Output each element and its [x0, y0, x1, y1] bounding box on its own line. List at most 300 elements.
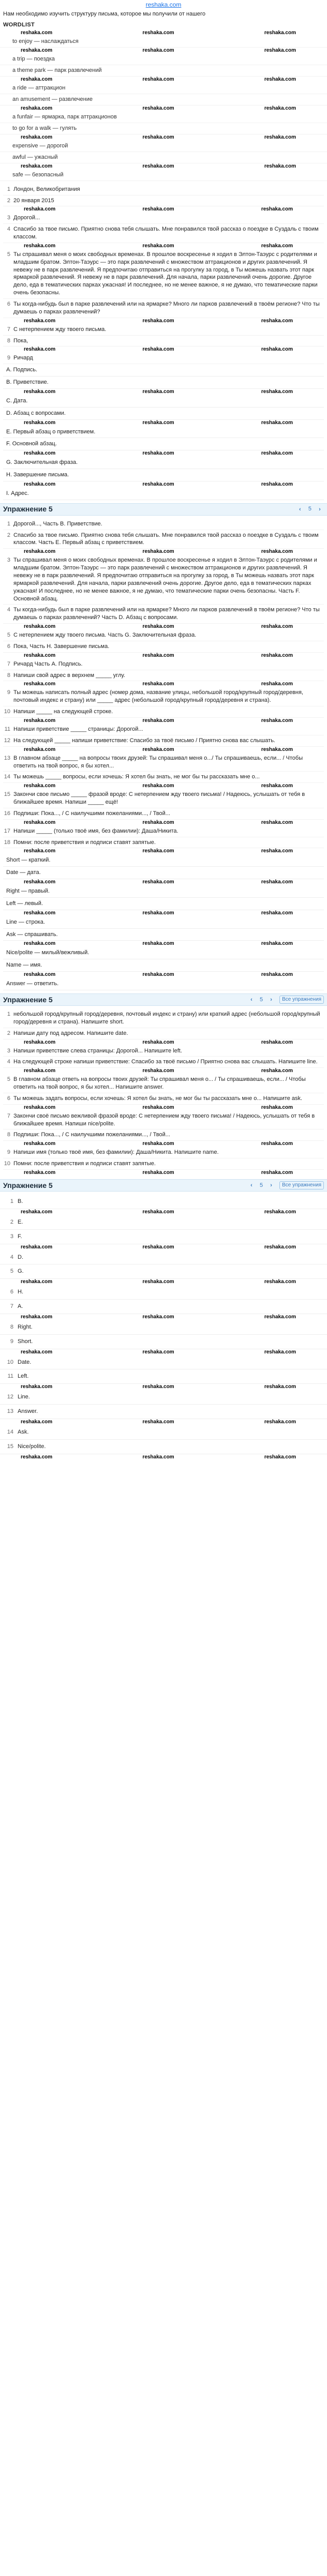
watermark: reshaka.com — [261, 318, 293, 324]
answer-item — [3, 641, 324, 653]
item-number: 3 — [7, 215, 10, 221]
item-number: 12 — [7, 1394, 13, 1400]
item-number: 4 — [10, 1254, 13, 1260]
watermark: reshaka.com — [142, 29, 174, 36]
answer-item-text: Закончи своё письмо вежливой фразой вроде: С нетерпением жду твоего письма! / Надеюсь, услышать от тебя в ближайшее время. Напиши nice/polite. — [13, 1112, 315, 1127]
answer-item — [0, 1264, 327, 1279]
letter-item — [3, 195, 324, 207]
answer-item-text: Right. — [18, 1323, 33, 1330]
item-number: 8 — [7, 1132, 10, 1138]
watermark: reshaka.com — [24, 910, 56, 916]
watermark: reshaka.com — [142, 1384, 174, 1390]
answer-item-text: F. — [18, 1233, 22, 1240]
letter-item-text: 20 января 2015 — [13, 197, 54, 204]
item-number: 5 — [7, 632, 10, 639]
answer-item — [3, 753, 324, 772]
answer-item — [0, 1355, 327, 1370]
watermark: reshaka.com — [261, 819, 293, 825]
watermark: reshaka.com — [142, 1104, 174, 1110]
item-number: 7 — [7, 1112, 10, 1119]
prev-exercise-button[interactable]: ‹ — [299, 506, 301, 513]
exercise-nav — [247, 996, 324, 1004]
item-number: 3 — [7, 557, 10, 564]
wordlist-item: a ride — аттракцион — [0, 83, 327, 94]
watermark: reshaka.com — [142, 1419, 174, 1425]
watermark-row — [3, 848, 324, 854]
answers-list-3 — [0, 1195, 327, 1460]
letter-part: F. Основной абзац. — [3, 438, 324, 450]
watermark: reshaka.com — [261, 347, 293, 353]
watermark: reshaka.com — [142, 163, 174, 169]
letter-item-text: Ты спрашивал меня о моих свободных временах. В прошлое воскресенье я ходил в Элтон-Таэурс с родителями и младшим братом. Элтон-Таэурс — это парк развлечений с множеством аттракционов и других развлечений. Я невежу не в парк развлечений. Я предпочитаю отправиться на прогулку за город, в Ты можешь назвать этот парк ярмаркой развлечений. Я невежу не в парк развлечений. Для начала, парки развлечений очень дорогие. Другое дело, еда в тематических парках ужасная! И последнее, но не менее важное, я не думаю, что тематические парки очень безопасны. — [13, 251, 318, 296]
watermark: reshaka.com — [142, 1454, 174, 1460]
letter-part: C. Дата. — [3, 395, 324, 408]
matching-item: Ask — спрашивать. — [3, 929, 324, 941]
watermark: reshaka.com — [21, 29, 53, 36]
watermark: reshaka.com — [24, 388, 56, 395]
answer-item-text: На следующей _____ напиши приветствие: Спасибо за твоё письмо / Приятно снова вас слышать. — [13, 737, 275, 744]
letter-part: E. Первый абзац о приветствием. — [3, 426, 324, 439]
answer-item-text: Line. — [18, 1394, 30, 1400]
answer-item — [3, 1074, 324, 1093]
wordlist-item: expensive — дорогой — [0, 141, 327, 152]
answer-item-text: Date. — [18, 1359, 32, 1365]
watermark: reshaka.com — [142, 624, 174, 630]
item-number: 5 — [10, 1268, 13, 1275]
watermark: reshaka.com — [24, 419, 56, 426]
matching-item: Answer — ответить. — [3, 978, 324, 990]
watermark: reshaka.com — [24, 318, 56, 324]
watermark: reshaka.com — [142, 1039, 174, 1045]
answer-item — [3, 1046, 324, 1057]
exercise-header — [0, 1179, 327, 1192]
answer-item — [3, 1057, 324, 1068]
exercise-header — [0, 503, 327, 516]
wordlist-item: safe — безопасный — [0, 170, 327, 181]
wordlist-title: WORDLIST — [3, 21, 35, 28]
wordlist-item: a funfair — ярмарка, парк аттракционов — [0, 112, 327, 123]
answer-item — [3, 724, 324, 735]
item-number: 7 — [7, 660, 10, 667]
answer-item — [3, 630, 324, 641]
item-number: 14 — [7, 1428, 13, 1435]
watermark-row — [3, 972, 324, 978]
answer-item-text: В главном абзаце _____ на вопросы твоих друзей: Ты спрашивал меня о.../ Ты спрашиваешь, если... / Чтобы ответить на твой вопрос, я бы хотел... — [13, 755, 303, 769]
watermark-row — [0, 30, 327, 36]
answer-item-text: Спасибо за твое письмо. Приятно снова тебя слышать. Мне понравился твой рассказ о поездке в Суздаль с твоим классом. Часть E. Первый абзац с приветствием. — [13, 532, 319, 546]
exercise-number: 5 — [260, 1182, 263, 1188]
watermark-row — [3, 243, 324, 249]
watermark: reshaka.com — [261, 549, 293, 555]
matching-item: Nice/polite — милый/вежливый. — [3, 947, 324, 959]
answer-item-text: Ты спрашивал меня о моих свободных временах. В прошлое воскресенье я ходил в Элтон-Таэурс с родителями и младшим братом. Элтон-Таэурс — это парк развлечений с множеством аттракционов и других развлечений. Я невежу не в парк развлечений. Я предпочитаю отправиться на прогулку за город, в Ты можешь назвать этот парк ярмаркой развлечений. Для начала, парки развлечений очень дорогие. Другое дело, еда в тематических парках ужасная! И последнее, но не менее важное, я не думаю, что тематические парки очень безопасны. Часть F. Основной абзац. — [13, 557, 317, 602]
answer-item-text: Ask. — [18, 1428, 29, 1435]
wordlist-item: to go for a walk — гулять — [0, 123, 327, 134]
watermark: reshaka.com — [21, 105, 53, 111]
item-number: 14 — [4, 774, 10, 780]
next-exercise-button[interactable]: › — [270, 997, 272, 1003]
item-number: 2 — [7, 1030, 10, 1036]
all-exercises-button[interactable]: Все упражнения — [279, 1181, 324, 1189]
item-number: 18 — [4, 839, 10, 846]
exercise-title: Упражнение 5 — [3, 1181, 53, 1189]
exercise-number: 5 — [260, 996, 263, 1003]
matching-item: Name — имя. — [3, 959, 324, 972]
answer-item — [3, 605, 324, 624]
item-number: 4 — [7, 226, 10, 233]
watermark: reshaka.com — [261, 746, 293, 752]
watermark: reshaka.com — [261, 1141, 293, 1147]
answer-item-text: Short. — [18, 1338, 33, 1345]
watermark-row — [3, 747, 324, 753]
watermark: reshaka.com — [21, 1419, 53, 1425]
exercise-title: Упражнение 5 — [3, 995, 53, 1004]
answer-item-text: H. — [18, 1289, 23, 1295]
matching-item: Left — левый. — [3, 898, 324, 910]
answer-item — [3, 1028, 324, 1040]
wordlist-item: a trip — поездка — [0, 54, 327, 65]
answer-item — [3, 789, 324, 808]
watermark: reshaka.com — [24, 481, 56, 487]
watermark: reshaka.com — [142, 347, 174, 353]
letter-item — [3, 324, 324, 336]
answer-item — [0, 1195, 327, 1209]
watermark: reshaka.com — [261, 1169, 293, 1176]
item-number: 15 — [4, 791, 10, 798]
letter-item — [3, 184, 324, 195]
watermark: reshaka.com — [24, 941, 56, 947]
item-number: 6 — [10, 1289, 13, 1295]
watermark: reshaka.com — [142, 1314, 174, 1320]
letter-item-text: Ты когда-нибудь был в парке развлечений или на ярмарке? Много ли парков развлечений в твоём регионе? Что ты думаешь о парках развлечений? — [13, 300, 320, 315]
answer-item — [3, 687, 324, 706]
item-number: 2 — [10, 1218, 13, 1225]
answer-item-text: Помни: после приветствия и подписи ставят запятые. — [13, 839, 156, 846]
parts-list — [0, 364, 327, 500]
letter-part: I. Адрес. — [3, 488, 324, 500]
answer-item-text: Ты можешь написать полный адрес (номер дома, название улицы, небольшой город/крупный город/деревня, почтовый индекс и страну) или _____ адрес (небольшой город/крупный город/деревня и страна). — [13, 689, 304, 704]
answer-item-text: Напиши _____ (только твоё имя, без фамилии): Даша/Никита. — [13, 827, 179, 834]
answer-item — [0, 1390, 327, 1405]
exercise-header — [0, 993, 327, 1006]
watermark: reshaka.com — [142, 419, 174, 426]
watermark: reshaka.com — [21, 1244, 53, 1250]
answer-item-text: На следующей строке напиши приветствие: Спасибо за твоё письмо / Приятно снова вас слышать. Напишите line. — [13, 1059, 318, 1065]
matching-item: Right — правый. — [3, 885, 324, 898]
answer-item — [3, 826, 324, 837]
watermark: reshaka.com — [24, 681, 56, 687]
watermark: reshaka.com — [142, 717, 174, 724]
item-number: 8 — [7, 672, 10, 679]
watermark: reshaka.com — [264, 134, 296, 140]
exercise-title: Упражнение 5 — [3, 505, 53, 514]
watermark: reshaka.com — [142, 746, 174, 752]
watermark: reshaka.com — [21, 76, 53, 82]
letter-part: B. Приветствие. — [3, 376, 324, 389]
watermark-row — [3, 1068, 324, 1074]
answer-item — [3, 772, 324, 783]
answer-item — [0, 1300, 327, 1314]
letter-item — [3, 213, 324, 224]
watermark: reshaka.com — [261, 717, 293, 724]
answer-item-text: Пока, Часть H. Завершение письма. — [13, 643, 110, 650]
watermark: reshaka.com — [261, 910, 293, 916]
letter-part: D. Абзац с вопросами. — [3, 408, 324, 420]
watermark: reshaka.com — [264, 29, 296, 36]
item-number: 6 — [7, 643, 10, 650]
item-number: 15 — [7, 1443, 13, 1450]
prev-exercise-button[interactable]: ‹ — [250, 1182, 252, 1188]
watermark: reshaka.com — [142, 783, 174, 789]
letter-item — [3, 336, 324, 347]
watermark-row — [3, 624, 324, 630]
all-exercises-button[interactable]: Все упражнения — [279, 996, 324, 1004]
answer-item — [3, 735, 324, 747]
wordlist-item: awful — ужасный — [0, 152, 327, 163]
watermark: reshaka.com — [142, 76, 174, 82]
watermark: reshaka.com — [142, 1169, 174, 1176]
watermark: reshaka.com — [142, 1141, 174, 1147]
watermark: reshaka.com — [24, 717, 56, 724]
answer-item-text: Напиши приветствие слева страницы: Дорогой... Напишите left. — [13, 1047, 182, 1054]
watermark: reshaka.com — [261, 206, 293, 213]
watermark: reshaka.com — [261, 681, 293, 687]
watermark-row — [3, 206, 324, 213]
answer-item — [3, 706, 324, 718]
watermark: reshaka.com — [142, 481, 174, 487]
next-exercise-button[interactable]: › — [270, 1182, 272, 1188]
answer-item — [3, 555, 324, 605]
watermark-row — [0, 1244, 327, 1251]
answer-item-text: Ты можешь _____ вопросы, если хочешь: Я хотел бы знать, не мог бы ты рассказать мне о... — [13, 774, 260, 780]
watermark-row — [3, 718, 324, 724]
item-number: 3 — [7, 1047, 10, 1054]
item-number: 1 — [7, 1011, 10, 1017]
site-url-link[interactable]: reshaka.com — [145, 1, 182, 8]
answer-item — [3, 1158, 324, 1170]
answer-item-text: Напиши приветствие _____ страницы: Дорогой... — [13, 726, 143, 732]
letter-item — [3, 353, 324, 364]
watermark: reshaka.com — [264, 1349, 296, 1355]
letter-item-text: Спасибо за твое письмо. Приятно снова тебя слышать. Мне понравился твой рассказ о поездке в Суздаль с твоим классом. — [13, 226, 319, 240]
watermark: reshaka.com — [24, 1169, 56, 1176]
watermark: reshaka.com — [21, 134, 53, 140]
item-number: 9 — [7, 689, 10, 696]
watermark-row — [3, 1105, 324, 1111]
answer-item-text: A. — [18, 1303, 23, 1310]
watermark: reshaka.com — [261, 783, 293, 789]
letter-item-text: Пока, — [13, 337, 28, 344]
watermark: reshaka.com — [142, 134, 174, 140]
watermark: reshaka.com — [24, 972, 56, 978]
item-number: 11 — [4, 726, 10, 732]
prev-exercise-button[interactable]: ‹ — [250, 997, 252, 1003]
watermark: reshaka.com — [261, 243, 293, 249]
watermark: reshaka.com — [24, 1039, 56, 1045]
watermark: reshaka.com — [261, 879, 293, 885]
watermark: reshaka.com — [142, 848, 174, 854]
watermark: reshaka.com — [142, 1209, 174, 1215]
watermark: reshaka.com — [142, 47, 174, 53]
item-number: 1 — [7, 520, 10, 527]
answer-item — [0, 1369, 327, 1384]
watermark: reshaka.com — [142, 941, 174, 947]
watermark: reshaka.com — [21, 1209, 53, 1215]
watermark-row — [3, 1141, 324, 1147]
watermark-row — [0, 1349, 327, 1355]
answer-item-text: B. — [18, 1198, 23, 1204]
item-number: 10 — [7, 1359, 13, 1365]
letter-part: A. Подпись. — [3, 364, 324, 376]
answer-item-text: Подпиши: Пока..., / С наилучшими пожеланиями..., / Твой... — [13, 810, 170, 817]
watermark-row — [3, 549, 324, 555]
watermark: reshaka.com — [142, 388, 174, 395]
answer-item — [0, 1320, 327, 1335]
item-number: 10 — [4, 709, 10, 715]
wordlist — [0, 36, 327, 181]
wordlist-item: a theme park — парк развлечений — [0, 65, 327, 77]
watermark: reshaka.com — [261, 450, 293, 457]
watermark: reshaka.com — [142, 1068, 174, 1074]
answer-item-text: С нетерпением жду твоего письма. Часть G. Заключительная фраза. — [13, 632, 197, 639]
item-number: 13 — [4, 755, 10, 761]
watermark: reshaka.com — [261, 419, 293, 426]
next-exercise-button[interactable]: › — [319, 506, 321, 513]
answer-item-text: D. — [18, 1254, 23, 1260]
answer-item-text: Напиши свой адрес в верхнем _____ углу. — [13, 672, 125, 679]
watermark: reshaka.com — [264, 1384, 296, 1390]
watermark: reshaka.com — [261, 624, 293, 630]
item-number: 9 — [7, 355, 10, 361]
item-number: 4 — [7, 1059, 10, 1065]
watermark: reshaka.com — [142, 450, 174, 457]
watermark-row — [0, 1419, 327, 1425]
item-number: 1 — [10, 1198, 13, 1204]
answer-item-text: Напиши дату под адресом. Напишите date. — [13, 1030, 128, 1036]
letter-item-text: Ричард — [13, 355, 33, 361]
item-number: 9 — [7, 1149, 10, 1156]
watermark-row — [3, 653, 324, 659]
watermark: reshaka.com — [142, 243, 174, 249]
exercise-number: 5 — [308, 506, 311, 513]
item-number: 5 — [7, 1076, 10, 1083]
answer-item-text: Напиши _____ на следующей строке. — [13, 709, 113, 715]
watermark-row — [3, 450, 324, 457]
watermark: reshaka.com — [264, 1454, 296, 1460]
watermark: reshaka.com — [142, 549, 174, 555]
item-number: 2 — [7, 197, 10, 204]
watermark-row — [0, 1384, 327, 1390]
watermark: reshaka.com — [24, 652, 56, 658]
watermark-row — [0, 106, 327, 112]
letter-item-text: С нетерпением жду твоего письма. — [13, 326, 107, 333]
watermark: reshaka.com — [24, 1068, 56, 1074]
answer-item — [3, 1129, 324, 1141]
watermark: reshaka.com — [264, 76, 296, 82]
watermark: reshaka.com — [261, 1104, 293, 1110]
item-number: 8 — [7, 337, 10, 344]
watermark: reshaka.com — [142, 1244, 174, 1250]
watermark: reshaka.com — [24, 783, 56, 789]
answer-item — [3, 519, 324, 530]
watermark: reshaka.com — [21, 1314, 53, 1320]
watermark-row — [3, 481, 324, 488]
watermark-row — [0, 1279, 327, 1285]
watermark-row — [3, 820, 324, 826]
item-number: 16 — [4, 810, 10, 817]
answer-item — [0, 1425, 327, 1440]
item-number: 9 — [10, 1338, 13, 1345]
watermark: reshaka.com — [24, 1141, 56, 1147]
letter-list — [0, 184, 327, 365]
watermark: reshaka.com — [264, 163, 296, 169]
exercise-nav — [296, 505, 324, 514]
watermark-row — [0, 163, 327, 170]
answer-item — [3, 1093, 324, 1105]
watermark-row — [3, 1040, 324, 1046]
answer-item-text: Left. — [18, 1373, 29, 1380]
matching-item: Line — строка. — [3, 916, 324, 929]
watermark: reshaka.com — [264, 1314, 296, 1320]
item-number: 8 — [10, 1323, 13, 1330]
answer-item-text: Подпиши: Пока..., / С наилучшими пожеланиями..., / Твой... — [13, 1132, 170, 1138]
matching-item: Date — дата. — [3, 867, 324, 879]
answer-item — [3, 1111, 324, 1130]
watermark: reshaka.com — [21, 1384, 53, 1390]
answer-item-text: Помни: после приветствия и подписи ставят запятые. — [13, 1161, 156, 1167]
watermark: reshaka.com — [24, 879, 56, 885]
item-number: 6 — [7, 1095, 10, 1102]
watermark-row — [0, 48, 327, 54]
answer-item — [3, 659, 324, 670]
watermark-row — [3, 1170, 324, 1176]
watermark: reshaka.com — [261, 1068, 293, 1074]
answer-item-text: E. — [18, 1218, 23, 1225]
watermark: reshaka.com — [21, 1454, 53, 1460]
watermark: reshaka.com — [261, 848, 293, 854]
answer-item-text: Ты когда-нибудь был в парке развлечений или на ярмарке? Много ли парков развлечений в твоём регионе? Что ты думаешь о парках развлечений? Часть D. Абзац с вопросами. — [13, 607, 320, 621]
answer-item — [0, 1251, 327, 1265]
wordlist-item: an amusement — развлечение — [0, 94, 327, 106]
watermark: reshaka.com — [142, 819, 174, 825]
watermark: reshaka.com — [24, 624, 56, 630]
item-number: 7 — [10, 1303, 13, 1310]
watermark: reshaka.com — [24, 1104, 56, 1110]
watermark: reshaka.com — [142, 318, 174, 324]
answer-item-text: В главном абзаце ответь на вопросы твоих друзей: Ты спрашивал меня о... / Ты спрашиваешь, если... / Чтобы ответить на твой вопрос, я бы хотел... Напишите answer. — [13, 1076, 306, 1091]
watermark: reshaka.com — [21, 1279, 53, 1285]
watermark: reshaka.com — [264, 1244, 296, 1250]
watermark: reshaka.com — [24, 450, 56, 457]
intro-text: Нам необходимо изучить структуру письма, которое мы получили от нашего — [3, 11, 205, 17]
answer-item-text: Nice/polite. — [18, 1443, 46, 1450]
watermark: reshaka.com — [24, 549, 56, 555]
answer-item-text: G. — [18, 1268, 24, 1275]
watermark-row — [0, 134, 327, 141]
watermark-row — [0, 1454, 327, 1460]
watermark: reshaka.com — [24, 746, 56, 752]
item-number: 17 — [4, 827, 10, 834]
answers-list-2 — [0, 1009, 327, 1176]
watermark: reshaka.com — [264, 1419, 296, 1425]
watermark: reshaka.com — [261, 652, 293, 658]
letter-item — [3, 249, 324, 299]
watermark: reshaka.com — [142, 910, 174, 916]
watermark: reshaka.com — [261, 388, 293, 395]
watermark: reshaka.com — [24, 819, 56, 825]
item-number: 5 — [7, 251, 10, 258]
item-number: 10 — [4, 1161, 10, 1167]
